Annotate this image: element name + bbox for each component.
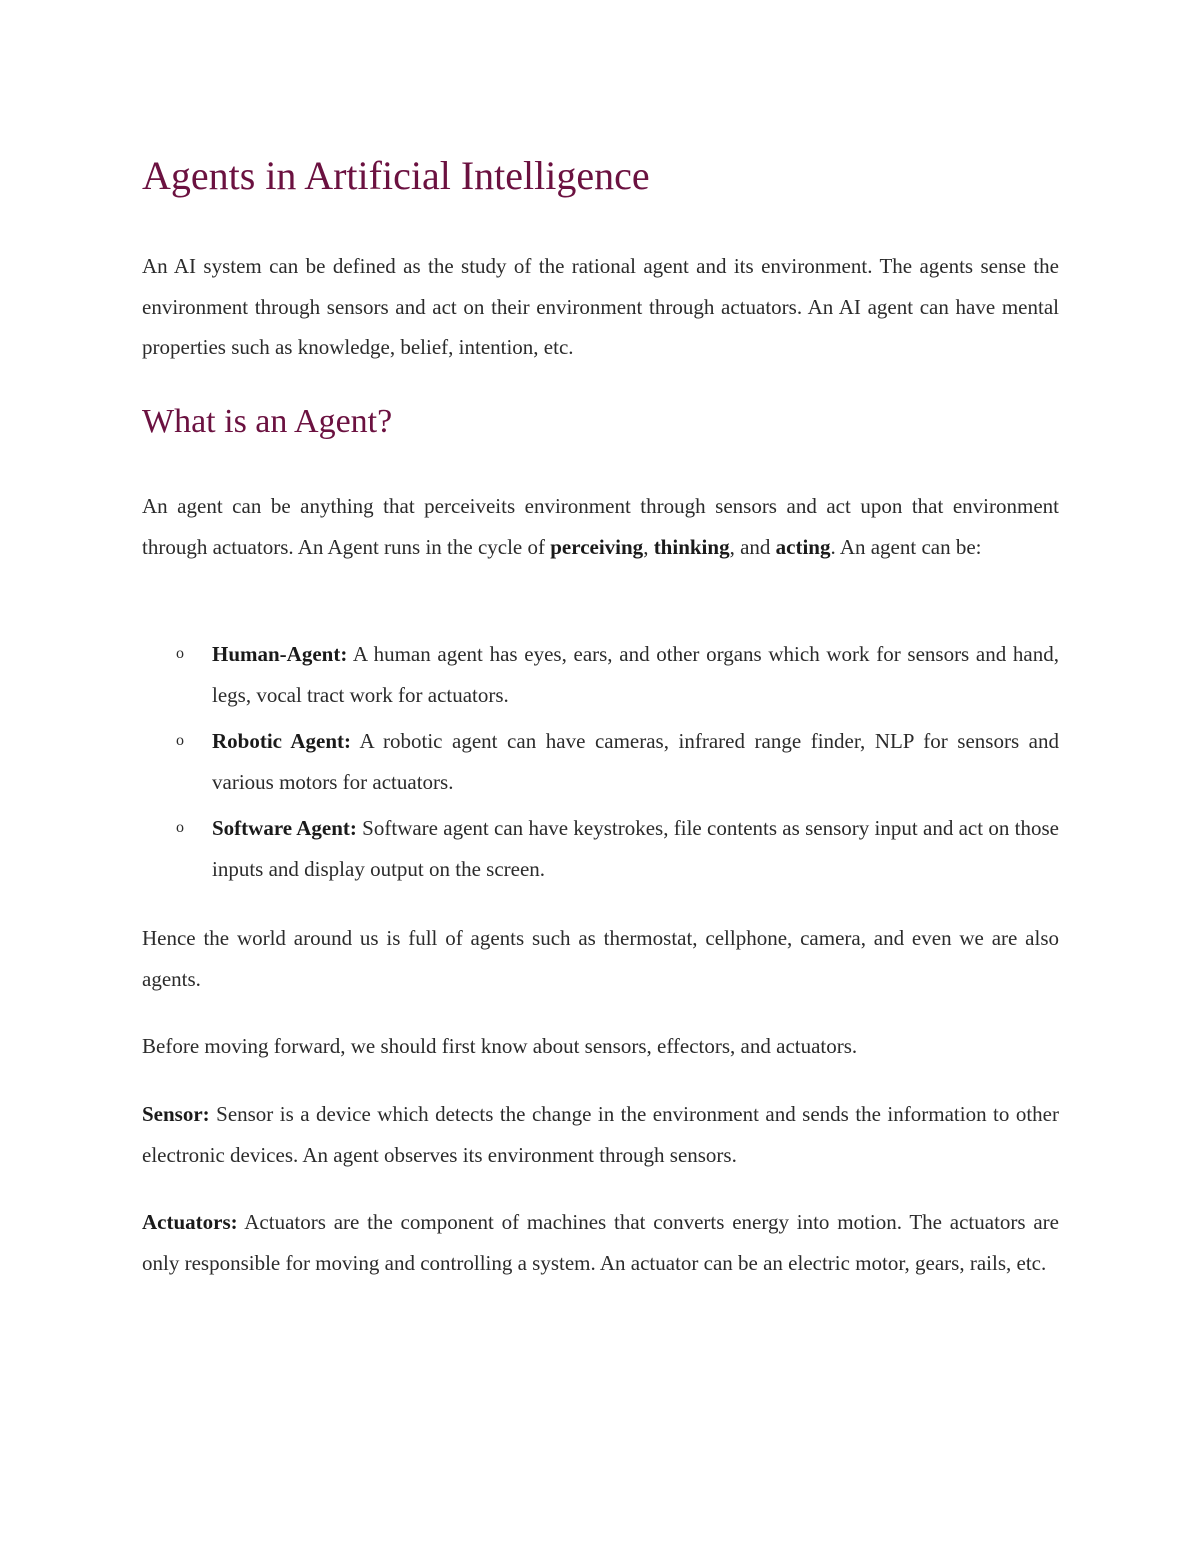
bullet-icon: o [176, 732, 184, 749]
bullet-icon: o [176, 819, 184, 836]
agent-definition-paragraph [142, 486, 1059, 567]
item-text: A robotic agent can have cameras, infrared range finder, NLP for sensors and various motors for actuators. [212, 729, 1059, 794]
item-label: Human-Agent: [212, 642, 348, 666]
intro-paragraph: An AI system can be defined as the study of the rational agent and its environment. The agents sense the environment through sensors and act on their environment through actuators. An AI agent can have mental properties such as knowledge, belief, intention, etc. [142, 254, 1059, 359]
list-item-software-agent [142, 808, 1059, 889]
item-text: Software agent can have keystrokes, file contents as sensory input and act on those inputs and display output on the screen. [212, 816, 1060, 881]
bold-perceiving: perceiving [550, 534, 644, 559]
document-title: Agents in Artificial Intelligence [142, 153, 650, 198]
actuators-label: Actuators: [142, 1210, 238, 1234]
separator: , and [729, 534, 776, 559]
item-text: A human agent has eyes, ears, and other organs which work for sensors and hand, legs, vocal tract work for actuators. [212, 642, 1059, 707]
agent-para-text: An agent can be anything that perceiveits environment through sensors and act upon that environment through actuators. An Agent runs in the cycle of [142, 494, 1059, 559]
item-label: Software Agent: [212, 816, 357, 840]
bold-acting: acting [775, 534, 831, 559]
agent-para-text-end: . An agent can be: [830, 534, 982, 559]
sensor-paragraph [142, 1094, 1059, 1175]
actuators-paragraph [142, 1202, 1059, 1283]
section-heading: What is an Agent? [142, 403, 393, 440]
sensor-label: Sensor: [142, 1102, 210, 1126]
list-item-robotic-agent [142, 721, 1059, 802]
bullet-icon: o [176, 645, 184, 662]
world-paragraph: Hence the world around us is full of agents such as thermostat, cellphone, camera, and even we are also agents. [142, 926, 1059, 991]
list-item-human-agent [142, 634, 1059, 715]
bold-thinking: thinking [653, 534, 730, 559]
agent-types-list [142, 634, 1059, 895]
item-label: Robotic Agent: [212, 729, 352, 753]
actuators-text: Actuators are the component of machines that converts energy into motion. The actuators are only responsible for moving and controlling a system. An actuator can be an electric motor, gears, rails, etc. [142, 1210, 1059, 1275]
sensor-text: Sensor is a device which detects the change in the environment and sends the information to other electronic devices. An agent observes its environment through sensors. [142, 1102, 1059, 1167]
before-paragraph: Before moving forward, we should first know about sensors, effectors, and actuators. [142, 1034, 858, 1058]
separator: , [643, 534, 654, 559]
